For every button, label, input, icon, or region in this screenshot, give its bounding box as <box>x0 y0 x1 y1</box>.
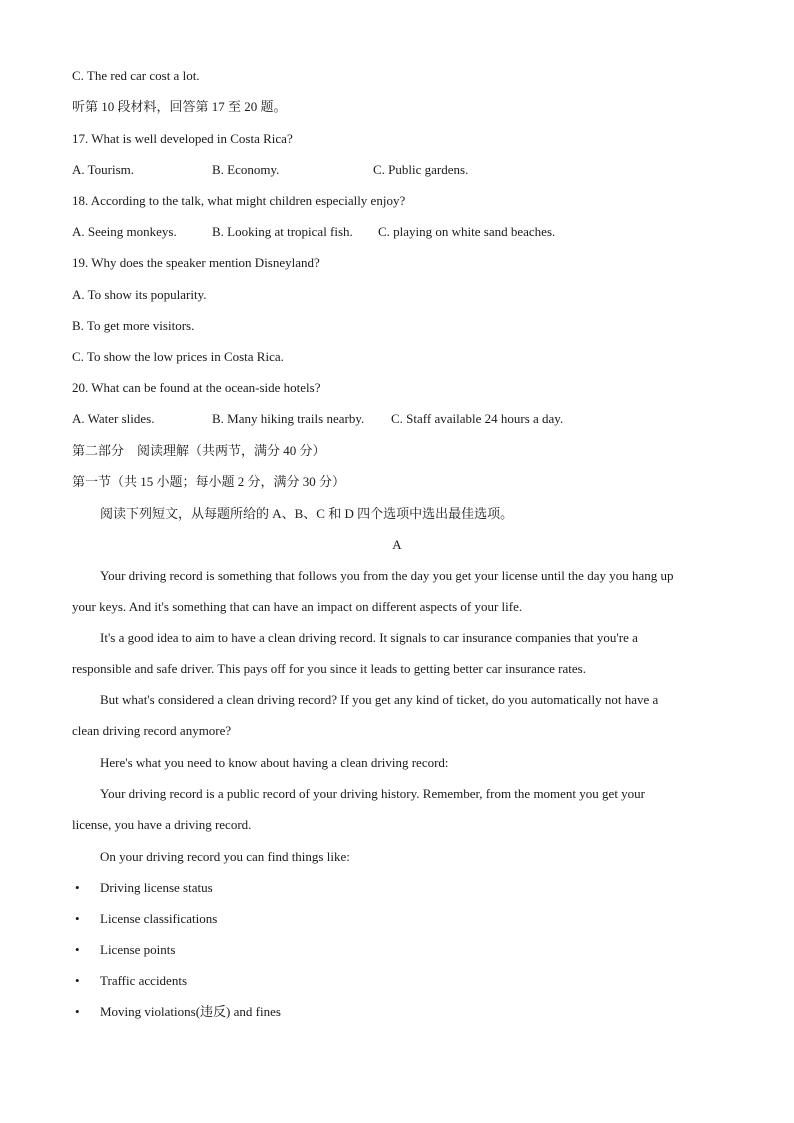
bullet-marker: • <box>75 911 80 926</box>
list-item: Traffic accidents <box>100 973 188 988</box>
reading-instruction: 阅读下列短文，从每题所给的 A、B、C 和 D 四个选项中选出最佳选项。 <box>100 506 514 521</box>
paragraph-3-line-1: But what's considered a clean driving record? If you get any kind of ticket, do you automatically not have a <box>100 692 659 707</box>
q20-option-b: B. Many hiking trails nearby. <box>212 411 365 426</box>
list-item: Driving license status <box>100 880 213 895</box>
q17-option-c: C. Public gardens. <box>373 162 469 177</box>
q17-option-a: A. Tourism. <box>72 162 135 177</box>
q16-option-c: C. The red car cost a lot. <box>72 68 200 83</box>
bullet-marker: • <box>75 973 80 988</box>
q18-option-c: C. playing on white sand beaches. <box>378 224 556 239</box>
q20-option-c: C. Staff available 24 hours a day. <box>391 411 564 426</box>
paragraph-2-line-1: It's a good idea to aim to have a clean driving record. It signals to car insurance companies that you're a <box>100 630 638 645</box>
q18-option-b: B. Looking at tropical fish. <box>212 224 353 239</box>
paragraph-5-line-2: license, you have a driving record. <box>72 817 252 832</box>
paragraph-6: On your driving record you can find things like: <box>100 849 350 864</box>
q18-question: 18. According to the talk, what might children especially enjoy? <box>72 193 406 208</box>
paragraph-5-line-1: Your driving record is a public record of your driving history. Remember, from the moment you get your <box>100 786 646 801</box>
q18-option-a: A. Seeing monkeys. <box>72 224 177 239</box>
paragraph-3-line-2: clean driving record anymore? <box>72 723 232 738</box>
paragraph-4: Here's what you need to know about having a clean driving record: <box>100 755 449 770</box>
paragraph-1-line-2: your keys. And it's something that can have an impact on different aspects of your life. <box>72 599 523 614</box>
reading-part-heading: 第二部分 阅读理解（共两节，满分 40 分） <box>72 443 326 458</box>
paragraph-2-line-2: responsible and safe driver. This pays off for you since it leads to getting better car insurance rates. <box>72 661 586 676</box>
bullet-marker: • <box>75 1004 80 1019</box>
passage-label: A <box>392 537 402 552</box>
list-item: License classifications <box>100 911 218 926</box>
paragraph-1-line-1: Your driving record is something that follows you from the day you get your license until the day you hang up <box>100 568 674 583</box>
reading-section-heading: 第一节（共 15 小题；每小题 2 分，满分 30 分） <box>72 474 346 489</box>
list-item: Moving violations(违反) and fines <box>100 1004 281 1019</box>
q20-question: 20. What can be found at the ocean-side hotels? <box>72 380 321 395</box>
q19-option-c: C. To show the low prices in Costa Rica. <box>72 349 284 364</box>
q20-option-a: A. Water slides. <box>72 411 155 426</box>
section10-instruction: 听第 10 段材料，回答第 17 至 20 题。 <box>72 99 287 114</box>
list-item: License points <box>100 942 176 957</box>
bullet-marker: • <box>75 942 80 957</box>
q17-option-b: B. Economy. <box>212 162 280 177</box>
q17-question: 17. What is well developed in Costa Rica? <box>72 131 293 146</box>
q19-option-b: B. To get more visitors. <box>72 318 195 333</box>
q19-question: 19. Why does the speaker mention Disneyland? <box>72 255 320 270</box>
bullet-marker: • <box>75 880 80 895</box>
q19-option-a: A. To show its popularity. <box>72 287 207 302</box>
